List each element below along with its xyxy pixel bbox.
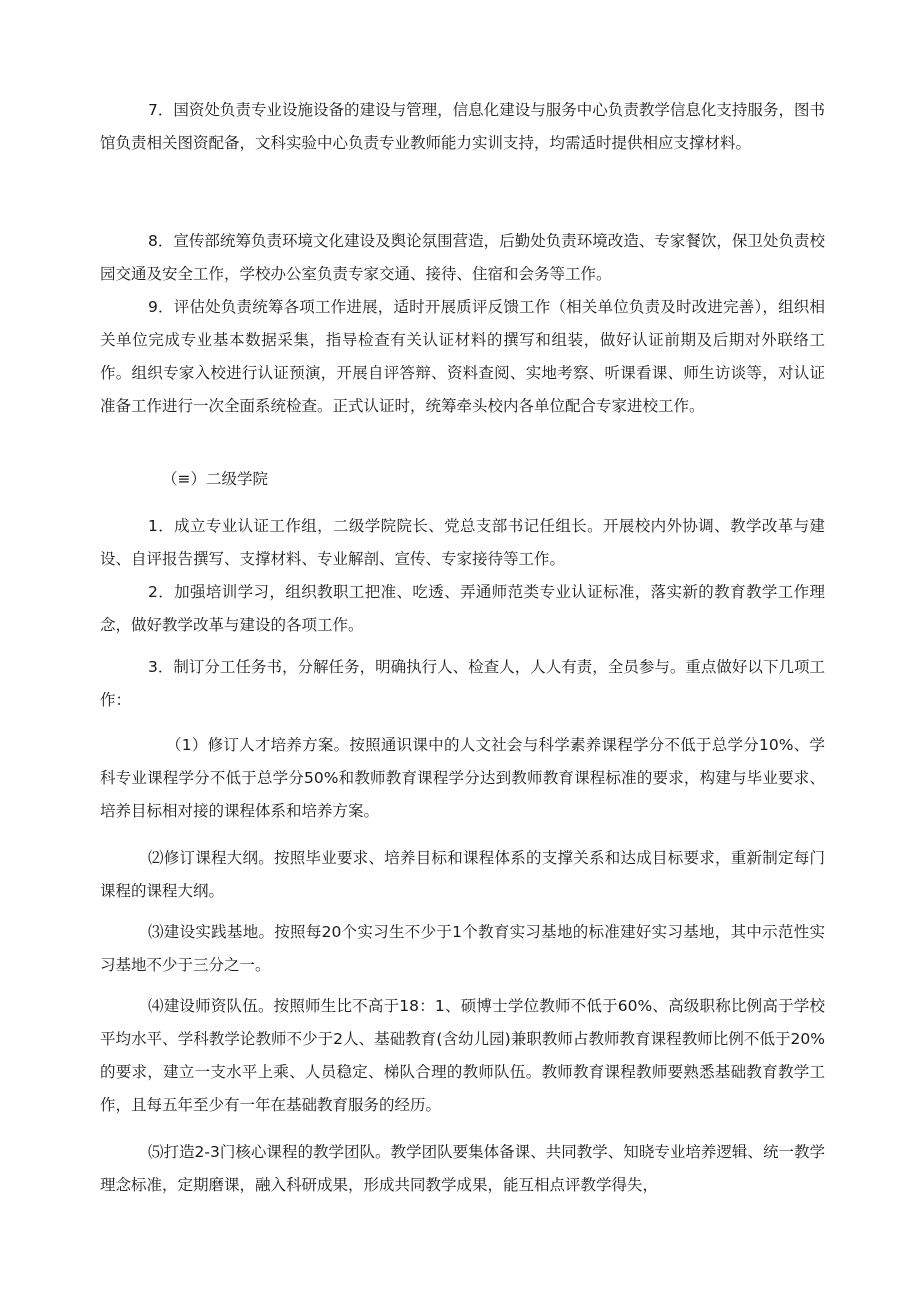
paragraph-8: 8．宣传部统筹负责环境文化建设及舆论氛围营造，后勤处负责环境改造、专家餐饮，保卫处负责校园交通及安全工作，学校办公室负责专家交通、接待、住宿和会务等工作。: [100, 232, 825, 283]
item-1: （1）修订人才培养方案。按照通识课中的人文社会与科学素养课程学分不低于总学分10%、学科专业课程学分不低于总学分50%和教师教育课程学分达到教师教育课程标准的要求，构建与毕业要求、培养目标相对接的课程体系和培养方案。: [100, 736, 825, 820]
paragraph-2: 2．加强培训学习，组织教职工把准、吃透、弄通师范类专业认证标准，落实新的教育教学工作理念，做好教学改革与建设的各项工作。: [100, 583, 825, 634]
item-2: ⑵修订课程大纲。按照毕业要求、培养目标和课程体系的支撑关系和达成目标要求，重新制定每门课程的课程大纲。: [100, 849, 825, 900]
item-3: ⑶建设实践基地。按照每20个实习生不少于1个教育实习基地的标准建好实习基地，其中示范性实习基地不少于三分之一。: [100, 923, 825, 974]
section-heading: （≡）二级学院: [162, 470, 268, 488]
paragraph-9: 9．评估处负责统筹各项工作进展，适时开展质评反馈工作（相关单位负责及时改进完善），组织相关单位完成专业基本数据采集，指导检查有关认证材料的撰写和组装，做好认证前期及后期对外联络工作。组织专家入校进行认证预演，开展自评答辩、资料查阅、实地考察、听课看课、师生访谈等，对认证准备工作进行一次全面系统检查。正式认证时，统筹牵头校内各单位配合专家进校工作。: [100, 298, 825, 415]
paragraph-3: 3．制订分工任务书，分解任务，明确执行人、检查人，人人有责，全员参与。重点做好以下几项工作：: [100, 658, 825, 709]
paragraph-1: 1．成立专业认证工作组，二级学院院长、党总支部书记任组长。开展校内外协调、教学改革与建设、自评报告撰写、支撑材料、专业解剖、宣传、专家接待等工作。: [100, 517, 825, 568]
paragraph-7: 7．国资处负责专业设施设备的建设与管理，信息化建设与服务中心负责教学信息化支持服务，图书馆负责相关图资配备，文科实验中心负责专业教师能力实训支持，均需适时提供相应支撑材料。: [100, 101, 825, 152]
item-4: ⑷建设师资队伍。按照师生比不高于18：1、硕博士学位教师不低于60%、高级职称比例高于学校平均水平、学科教学论教师不少于2人、基础教育(含幼儿园)兼职教师占教师教育课程教师比例不低于20%的要求，建立一支水平上乘、人员稳定、梯队合理的教师队伍。教师教育课程教师要熟悉基础教育教学工作，且每五年至少有一年在基础教育服务的经历。: [100, 997, 825, 1114]
item-5: ⑸打造2-3门核心课程的教学团队。教学团队要集体备课、共同教学、知晓专业培养逻辑、统一教学理念标准，定期磨课，融入科研成果，形成共同教学成果，能互相点评教学得失，: [100, 1143, 825, 1194]
